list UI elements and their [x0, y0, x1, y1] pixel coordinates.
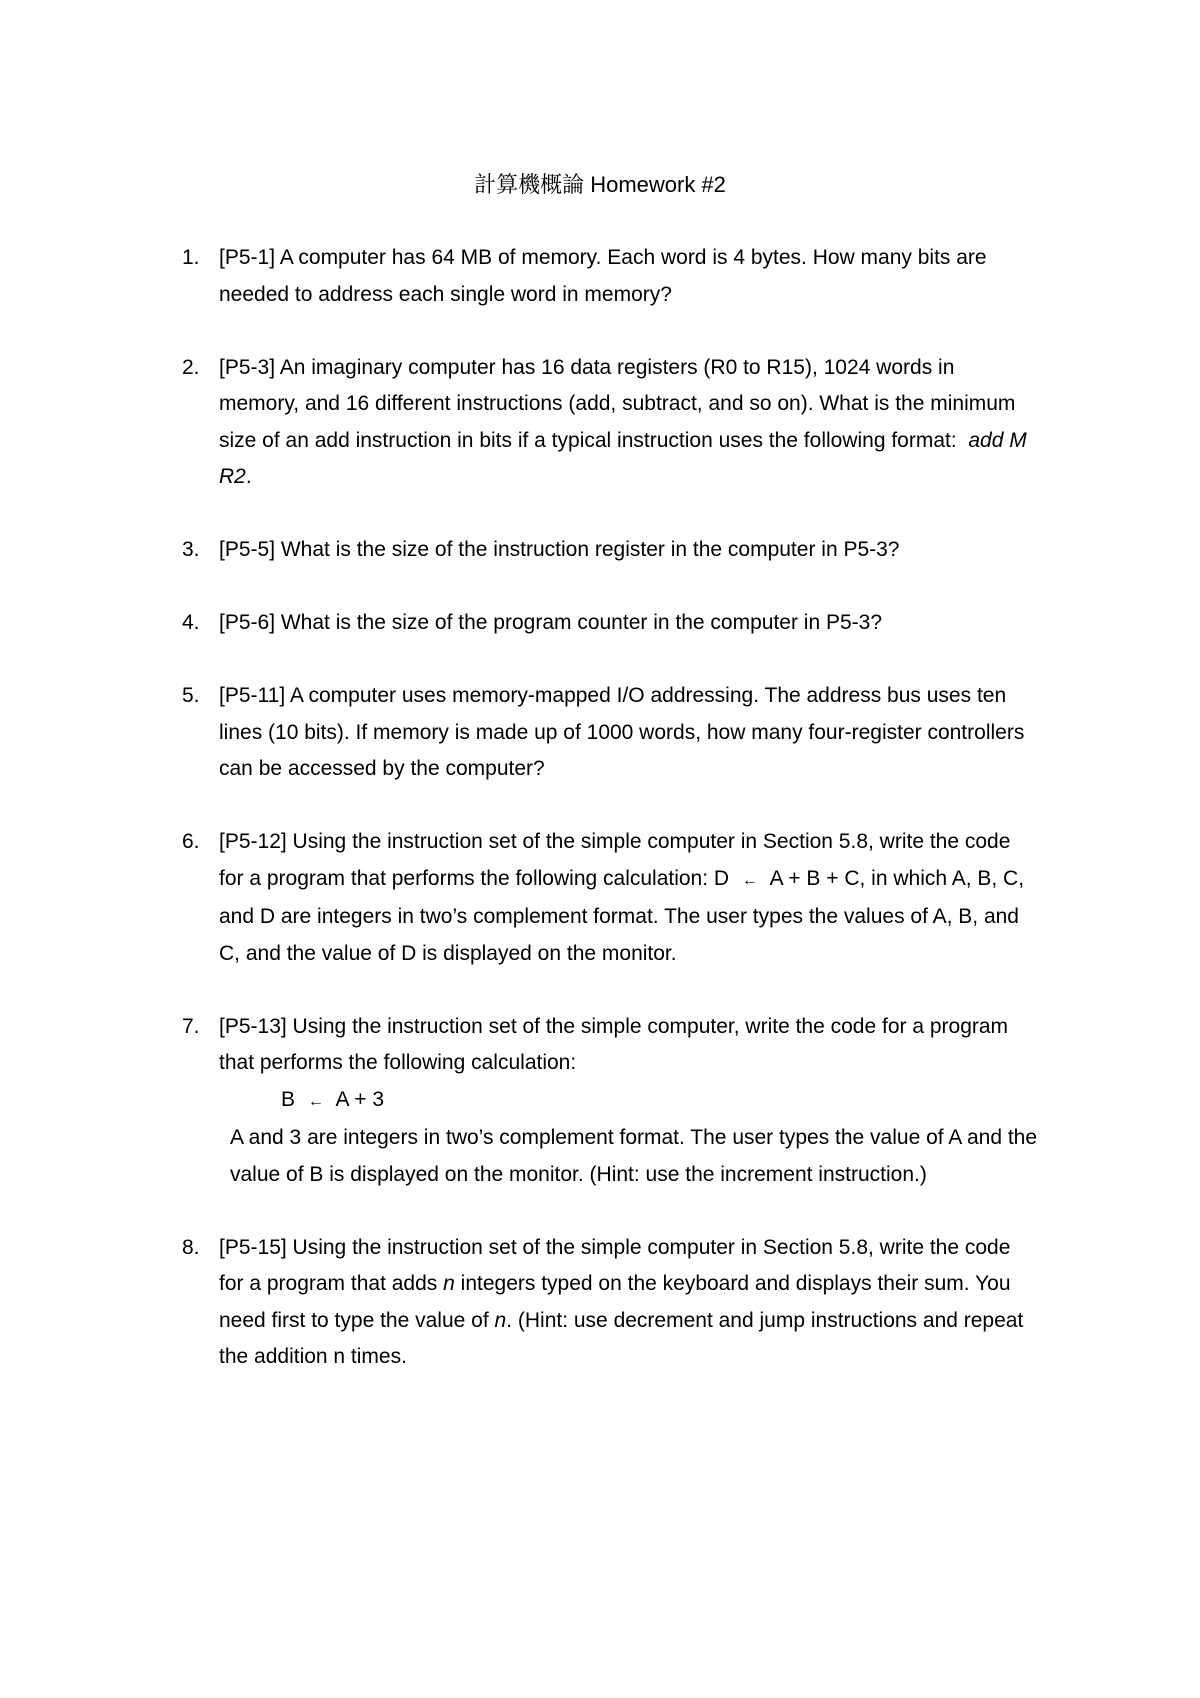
question-text [219, 1230, 1039, 1376]
question-number: 3. [182, 538, 200, 561]
question-number: 1. [182, 246, 200, 269]
question-text-before: [P5-12] Using the instruction set of the simple computer in Section 5.8, write the code for a program that performs the following calculation: D [219, 830, 1011, 890]
formula-rhs: A + 3 [335, 1087, 385, 1111]
question-text: [P5-6] What is the size of the program counter in the computer in P5-3? [219, 611, 882, 634]
question-text: [P5-1] A computer has 64 MB of memory. Each word is 4 bytes. How many bits are needed to address each single word in memory? [219, 246, 987, 306]
document-title: 計算機概論 Homework #2 [474, 172, 726, 197]
question-1 [0, 240, 1200, 313]
question-7 [0, 1009, 1200, 1194]
question-text: [P5-5] What is the size of the instruction register in the computer in P5-3? [219, 538, 900, 561]
question-3 [0, 532, 1200, 569]
question-text [219, 1009, 1039, 1194]
format-example: add M R2 [219, 428, 1027, 488]
question-4 [0, 605, 1200, 642]
question-text-after: A + B + C, in which A, B, C, and D are integers in two’s complement format. The user types the values of A, B, and C, and the value of D is displayed on the monitor. [219, 866, 1025, 965]
question-number: 2. [182, 355, 200, 379]
left-arrow-icon: ← [741, 871, 758, 889]
question-text-main: [P5-3] An imaginary computer has 16 data registers (R0 to R15), 1024 words in memory, and 16 different instructions (add, subtract, and so on). What is the minimum size of an add instruction in bits if a typical instruction uses the following format: [219, 355, 1016, 452]
question-number: 5. [182, 684, 200, 707]
formula [219, 1082, 1039, 1121]
question-text [219, 824, 1039, 972]
question-text-part2: integers typed on the keyboard and displays their sum. You need first to type the value of [219, 1272, 1011, 1332]
question-number: 4. [182, 611, 200, 634]
question-number: 8. [182, 1235, 200, 1259]
question-8 [0, 1230, 1200, 1376]
left-arrow-icon: ← [307, 1092, 324, 1110]
question-text-part1: [P5-15] Using the instruction set of the simple computer in Section 5.8, write the code for a program that adds [219, 1235, 1011, 1295]
question-number: 6. [182, 830, 200, 853]
variable-n: n [494, 1308, 507, 1332]
question-number: 7. [182, 1014, 200, 1038]
question-text: [P5-11] A computer uses memory-mapped I/O addressing. The address bus uses ten lines (10 bits). If memory is made up of 1000 words, how many four-register controllers can be accessed by the computer? [219, 684, 1025, 780]
variable-n: n [443, 1272, 455, 1295]
question-text-end: . [245, 465, 252, 488]
question-text [219, 350, 1039, 496]
question-5 [0, 678, 1200, 788]
formula-lhs: B [281, 1087, 296, 1111]
question-2 [0, 350, 1200, 496]
question-text-part3: . (Hint: use decrement and jump instructions and repeat the addition n times. [219, 1308, 1024, 1368]
question-list [0, 240, 1200, 1412]
question-6 [0, 824, 1200, 972]
question-text-after: A and 3 are integers in two’s complement format. The user types the value of A and the value of B is displayed on the monitor. (Hint: use the increment instruction.) [230, 1126, 1038, 1186]
question-text-main: [P5-13] Using the instruction set of the simple computer, write the code for a program that performs the following calculation: [219, 1014, 1009, 1074]
